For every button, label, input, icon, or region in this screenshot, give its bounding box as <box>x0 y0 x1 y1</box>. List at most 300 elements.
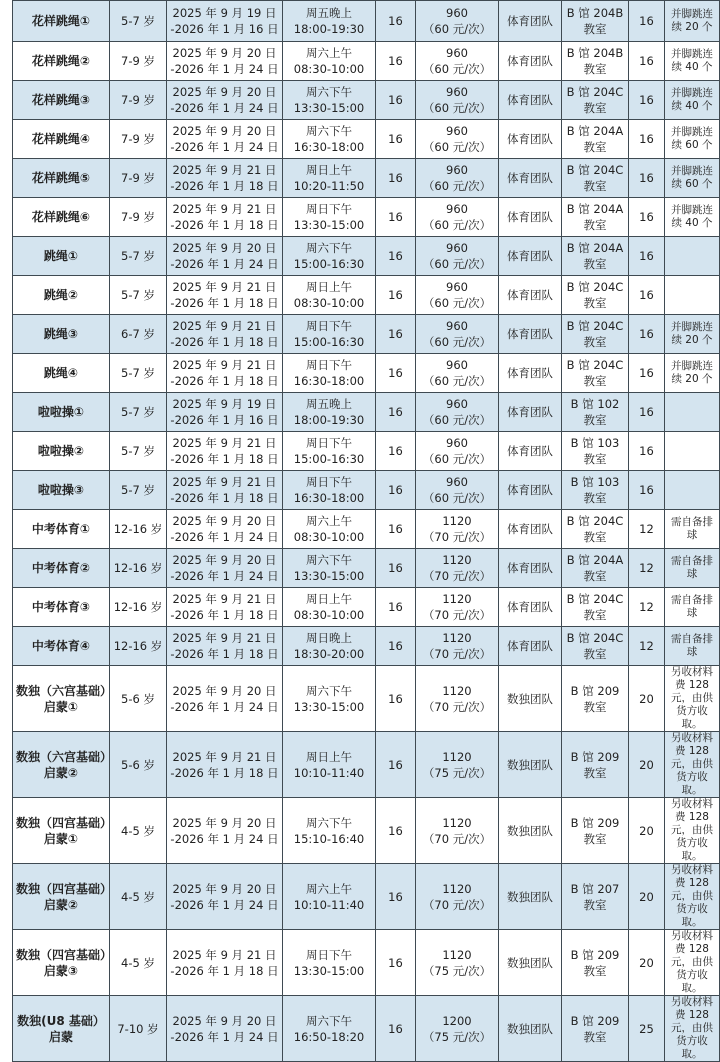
course-name-text: 花样跳绳⑥ <box>31 210 91 224</box>
sessions-text: 16 <box>388 691 403 706</box>
course-name-text: 数独（四宫基础）启蒙② <box>15 881 106 912</box>
capacity-cell <box>629 42 665 81</box>
fee-text: （60 元/次） <box>422 218 492 232</box>
table-row <box>13 237 720 276</box>
classroom-cell <box>562 81 629 120</box>
fee-cell <box>416 120 499 159</box>
team-text: 数独团队 <box>507 691 553 706</box>
age-cell <box>110 471 167 510</box>
class-time-text: 13:30-15:00 <box>293 699 365 714</box>
date-range-text: -2026 年 1 月 24 日 <box>170 62 279 76</box>
team-text: 体育团队 <box>507 93 553 107</box>
table-row <box>13 42 720 81</box>
capacity-cell <box>629 510 665 549</box>
class-time-text: 08:30-10:00 <box>293 530 365 544</box>
age-text: 5-6 岁 <box>121 691 155 706</box>
capacity-text: 20 <box>639 691 654 706</box>
course-name-cell <box>13 549 110 588</box>
sessions-cell <box>376 996 416 1062</box>
note-text: 另收材料费 128 元，由供货方收取。 <box>671 864 713 928</box>
age-cell <box>110 315 167 354</box>
team-text: 体育团队 <box>507 288 553 302</box>
date-range-text: -2026 年 1 月 16 日 <box>170 413 279 427</box>
class-time-text: 16:30-18:00 <box>293 374 365 388</box>
note-text: 并脚跳连续 60 个 <box>671 126 713 151</box>
class-time-cell <box>283 198 376 237</box>
team-cell <box>499 930 562 996</box>
class-time-cell <box>283 864 376 930</box>
course-name-text: 花样跳绳④ <box>31 132 91 146</box>
note-text: 并脚跳连续 20 个 <box>671 321 713 346</box>
age-text: 12-16 岁 <box>113 561 163 575</box>
capacity-cell <box>629 930 665 996</box>
date-range-text: 2025 年 9 月 21 日 <box>172 163 277 177</box>
sessions-text: 16 <box>388 366 403 380</box>
class-time-text: 08:30-10:00 <box>293 62 365 76</box>
class-time-cell <box>283 393 376 432</box>
class-time-text: 13:30-15:00 <box>293 963 365 978</box>
fee-text: （60 元/次） <box>422 101 492 115</box>
fee-text: （60 元/次） <box>422 335 492 349</box>
date-range-text: -2026 年 1 月 24 日 <box>170 831 279 846</box>
note-cell <box>665 432 720 471</box>
note-text: 并脚跳连续 40 个 <box>671 87 713 112</box>
date-range-text: 2025 年 9 月 21 日 <box>172 947 277 962</box>
fee-text: 960 <box>446 124 468 138</box>
class-time-text: 周日下午 <box>306 358 352 372</box>
date-range-text: 2025 年 9 月 19 日 <box>172 6 277 20</box>
note-cell <box>665 354 720 393</box>
classroom-text: B 馆 204C <box>566 592 624 606</box>
age-cell <box>110 732 167 798</box>
date-range-cell <box>167 42 283 81</box>
table-row <box>13 198 720 237</box>
classroom-text: 教室 <box>583 22 607 36</box>
capacity-text: 16 <box>639 405 654 419</box>
note-text: 需自备排球 <box>671 633 713 658</box>
fee-text: （60 元/次） <box>422 257 492 271</box>
classroom-cell <box>562 315 629 354</box>
note-cell <box>665 42 720 81</box>
class-time-text: 10:10-11:40 <box>293 765 365 780</box>
class-time-cell <box>283 930 376 996</box>
fee-cell <box>416 432 499 471</box>
class-time-text: 08:30-10:00 <box>293 296 365 310</box>
class-time-cell <box>283 120 376 159</box>
capacity-text: 16 <box>639 54 654 68</box>
course-name-cell <box>13 471 110 510</box>
classroom-text: B 馆 204A <box>566 124 624 138</box>
team-text: 体育团队 <box>507 522 553 536</box>
team-cell <box>499 276 562 315</box>
fee-text: 1120 <box>442 683 472 698</box>
capacity-cell <box>629 666 665 732</box>
class-time-text: 13:30-15:00 <box>293 569 365 583</box>
table-row <box>13 930 720 996</box>
fee-text: （75 元/次） <box>422 963 492 978</box>
class-time-text: 13:30-15:00 <box>293 101 365 115</box>
date-range-cell <box>167 120 283 159</box>
date-range-cell <box>167 354 283 393</box>
class-time-text: 周五晚上 <box>306 397 352 411</box>
note-cell <box>665 549 720 588</box>
classroom-text: 教室 <box>583 101 607 115</box>
class-time-text: 周日上午 <box>306 280 352 294</box>
classroom-cell <box>562 237 629 276</box>
date-range-text: -2026 年 1 月 24 日 <box>170 530 279 544</box>
fee-text: 960 <box>446 163 468 177</box>
fee-text: （60 元/次） <box>422 179 492 193</box>
team-text: 体育团队 <box>507 210 553 224</box>
fee-cell <box>416 198 499 237</box>
classroom-text: B 馆 209 <box>570 815 620 830</box>
course-name-text: 数独（六宫基础）启蒙① <box>15 683 106 714</box>
classroom-cell <box>562 471 629 510</box>
table-row <box>13 666 720 732</box>
course-name-cell <box>13 159 110 198</box>
capacity-text: 16 <box>639 249 654 263</box>
date-range-text: -2026 年 1 月 24 日 <box>170 699 279 714</box>
fee-cell <box>416 276 499 315</box>
classroom-text: 教室 <box>583 413 607 427</box>
date-range-cell <box>167 549 283 588</box>
fee-text: （75 元/次） <box>422 1029 492 1044</box>
classroom-text: 教室 <box>583 452 607 466</box>
team-cell <box>499 159 562 198</box>
team-text: 体育团队 <box>507 171 553 185</box>
team-cell <box>499 666 562 732</box>
date-range-text: -2026 年 1 月 18 日 <box>170 608 279 622</box>
classroom-cell <box>562 354 629 393</box>
capacity-text: 25 <box>639 1021 654 1036</box>
capacity-cell <box>629 732 665 798</box>
team-cell <box>499 549 562 588</box>
date-range-cell <box>167 81 283 120</box>
fee-text: （60 元/次） <box>422 22 492 36</box>
fee-text: （60 元/次） <box>422 62 492 76</box>
note-cell <box>665 198 720 237</box>
sessions-cell <box>376 81 416 120</box>
age-cell <box>110 798 167 864</box>
sessions-cell <box>376 798 416 864</box>
team-cell <box>499 237 562 276</box>
team-cell <box>499 510 562 549</box>
fee-text: （70 元/次） <box>422 831 492 846</box>
course-name-cell <box>13 930 110 996</box>
capacity-cell <box>629 159 665 198</box>
capacity-text: 12 <box>639 561 654 575</box>
classroom-text: B 馆 103 <box>570 475 620 489</box>
classroom-text: B 馆 207 <box>570 881 620 896</box>
classroom-text: B 馆 204B <box>566 46 624 60</box>
note-text: 另收材料费 128 元，由供货方收取。 <box>671 798 713 862</box>
note-text: 另收材料费 128 元，由供货方收取。 <box>671 996 713 1060</box>
age-cell <box>110 120 167 159</box>
note-text: 并脚跳连续 20 个 <box>671 360 713 385</box>
classroom-cell <box>562 198 629 237</box>
sessions-cell <box>376 198 416 237</box>
fee-text: 1120 <box>442 815 472 830</box>
date-range-text: -2026 年 1 月 24 日 <box>170 101 279 115</box>
table-row <box>13 996 720 1062</box>
course-name-text: 花样跳绳③ <box>31 93 91 107</box>
capacity-text: 20 <box>639 955 654 970</box>
age-cell <box>110 864 167 930</box>
table-row <box>13 393 720 432</box>
class-time-text: 周五晚上 <box>306 6 352 20</box>
team-cell <box>499 588 562 627</box>
date-range-text: 2025 年 9 月 21 日 <box>172 319 277 333</box>
classroom-cell <box>562 276 629 315</box>
note-cell <box>665 237 720 276</box>
team-text: 体育团队 <box>507 405 553 419</box>
note-cell <box>665 588 720 627</box>
fee-text: 960 <box>446 397 468 411</box>
date-range-text: 2025 年 9 月 21 日 <box>172 436 277 450</box>
classroom-text: B 馆 102 <box>570 397 620 411</box>
course-name-text: 数独(U8 基础）启蒙 <box>17 1013 105 1044</box>
fee-cell <box>416 315 499 354</box>
class-time-cell <box>283 510 376 549</box>
age-cell <box>110 198 167 237</box>
classroom-cell <box>562 159 629 198</box>
fee-text: （70 元/次） <box>422 569 492 583</box>
sessions-text: 16 <box>388 600 403 614</box>
date-range-text: 2025 年 9 月 20 日 <box>172 881 277 896</box>
fee-text: 1120 <box>442 881 472 896</box>
capacity-text: 12 <box>639 522 654 536</box>
date-range-text: 2025 年 9 月 20 日 <box>172 85 277 99</box>
class-time-cell <box>283 588 376 627</box>
class-time-cell <box>283 42 376 81</box>
capacity-text: 16 <box>639 171 654 185</box>
team-cell <box>499 1 562 42</box>
age-cell <box>110 159 167 198</box>
class-time-text: 15:00-16:30 <box>293 452 365 466</box>
capacity-cell <box>629 432 665 471</box>
team-cell <box>499 432 562 471</box>
date-range-text: -2026 年 1 月 24 日 <box>170 897 279 912</box>
note-text: 另收材料费 128 元，由供货方收取。 <box>671 732 713 796</box>
course-name-cell <box>13 732 110 798</box>
classroom-text: 教室 <box>583 897 607 912</box>
course-name-cell <box>13 120 110 159</box>
class-time-text: 周六下午 <box>306 553 352 567</box>
sessions-text: 16 <box>388 522 403 536</box>
classroom-text: 教室 <box>583 963 607 978</box>
team-text: 体育团队 <box>507 483 553 497</box>
team-cell <box>499 471 562 510</box>
age-text: 7-9 岁 <box>121 132 155 146</box>
class-time-cell <box>283 1 376 42</box>
class-time-text: 周日下午 <box>306 436 352 450</box>
classroom-text: 教室 <box>583 569 607 583</box>
note-text: 并脚跳连续 40 个 <box>671 48 713 73</box>
classroom-text: B 馆 204C <box>566 280 624 294</box>
class-time-text: 周日下午 <box>306 319 352 333</box>
capacity-cell <box>629 315 665 354</box>
fee-cell <box>416 159 499 198</box>
table-row <box>13 864 720 930</box>
classroom-cell <box>562 432 629 471</box>
date-range-cell <box>167 198 283 237</box>
classroom-cell <box>562 42 629 81</box>
sessions-cell <box>376 588 416 627</box>
classroom-cell <box>562 120 629 159</box>
note-cell <box>665 120 720 159</box>
class-time-text: 周日下午 <box>306 947 352 962</box>
fee-text: 1120 <box>442 514 472 528</box>
fee-cell <box>416 549 499 588</box>
class-time-text: 18:30-20:00 <box>293 647 365 661</box>
class-time-cell <box>283 354 376 393</box>
table-row <box>13 120 720 159</box>
fee-text: （70 元/次） <box>422 608 492 622</box>
course-name-cell <box>13 798 110 864</box>
classroom-text: B 馆 204A <box>566 241 624 255</box>
age-text: 5-7 岁 <box>121 14 155 28</box>
age-text: 7-9 岁 <box>121 93 155 107</box>
class-time-cell <box>283 237 376 276</box>
date-range-text: -2026 年 1 月 18 日 <box>170 963 279 978</box>
age-cell <box>110 510 167 549</box>
fee-cell <box>416 798 499 864</box>
fee-cell <box>416 1 499 42</box>
course-name-cell <box>13 864 110 930</box>
date-range-text: -2026 年 1 月 18 日 <box>170 335 279 349</box>
classroom-text: B 馆 204C <box>566 163 624 177</box>
class-time-cell <box>283 276 376 315</box>
course-name-text: 啦啦操② <box>37 444 85 458</box>
capacity-cell <box>629 1 665 42</box>
capacity-text: 12 <box>639 600 654 614</box>
classroom-cell <box>562 666 629 732</box>
classroom-text: B 馆 204C <box>566 319 624 333</box>
classroom-text: B 馆 209 <box>570 947 620 962</box>
course-name-text: 啦啦操③ <box>37 483 85 497</box>
course-name-cell <box>13 510 110 549</box>
classroom-text: 教室 <box>583 530 607 544</box>
capacity-cell <box>629 549 665 588</box>
date-range-text: 2025 年 9 月 21 日 <box>172 202 277 216</box>
date-range-text: 2025 年 9 月 21 日 <box>172 749 277 764</box>
age-cell <box>110 393 167 432</box>
date-range-cell <box>167 864 283 930</box>
age-text: 4-5 岁 <box>121 889 155 904</box>
date-range-cell <box>167 666 283 732</box>
fee-text: （70 元/次） <box>422 897 492 912</box>
classroom-text: B 馆 204A <box>566 553 624 567</box>
note-text: 需自备排球 <box>671 516 713 541</box>
date-range-text: 2025 年 9 月 20 日 <box>172 514 277 528</box>
team-cell <box>499 81 562 120</box>
note-cell <box>665 930 720 996</box>
sessions-text: 16 <box>388 823 403 838</box>
age-cell <box>110 354 167 393</box>
date-range-cell <box>167 471 283 510</box>
date-range-cell <box>167 237 283 276</box>
fee-text: 960 <box>446 85 468 99</box>
date-range-text: 2025 年 9 月 20 日 <box>172 124 277 138</box>
team-text: 体育团队 <box>507 132 553 146</box>
table-row <box>13 471 720 510</box>
classroom-text: 教室 <box>583 608 607 622</box>
team-text: 体育团队 <box>507 600 553 614</box>
class-time-cell <box>283 471 376 510</box>
fee-text: （70 元/次） <box>422 530 492 544</box>
class-time-cell <box>283 798 376 864</box>
fee-cell <box>416 81 499 120</box>
sessions-text: 16 <box>388 561 403 575</box>
classroom-cell <box>562 510 629 549</box>
classroom-text: B 馆 209 <box>570 683 620 698</box>
fee-text: 960 <box>446 46 468 60</box>
classroom-text: B 馆 204B <box>566 6 624 20</box>
capacity-cell <box>629 471 665 510</box>
course-name-text: 中考体育② <box>31 561 91 575</box>
table-row <box>13 1 720 42</box>
fee-text: 960 <box>446 319 468 333</box>
classroom-cell <box>562 627 629 666</box>
classroom-text: 教室 <box>583 140 607 154</box>
note-text: 并脚跳连续 40 个 <box>671 204 713 229</box>
fee-cell <box>416 42 499 81</box>
date-range-text: 2025 年 9 月 21 日 <box>172 358 277 372</box>
date-range-text: 2025 年 9 月 20 日 <box>172 241 277 255</box>
sessions-cell <box>376 1 416 42</box>
course-name-text: 中考体育④ <box>31 639 91 653</box>
fee-text: （60 元/次） <box>422 296 492 310</box>
date-range-text: -2026 年 1 月 24 日 <box>170 569 279 583</box>
capacity-cell <box>629 198 665 237</box>
fee-cell <box>416 588 499 627</box>
sessions-text: 16 <box>388 93 403 107</box>
age-text: 7-9 岁 <box>121 54 155 68</box>
course-name-cell <box>13 996 110 1062</box>
class-time-cell <box>283 627 376 666</box>
age-text: 12-16 岁 <box>113 600 163 614</box>
sessions-text: 16 <box>388 405 403 419</box>
date-range-text: -2026 年 1 月 18 日 <box>170 647 279 661</box>
table-body <box>13 1 720 1062</box>
course-name-cell <box>13 393 110 432</box>
course-name-cell <box>13 666 110 732</box>
team-cell <box>499 354 562 393</box>
class-time-text: 15:00-16:30 <box>293 257 365 271</box>
team-text: 数独团队 <box>507 823 553 838</box>
course-name-text: 啦啦操① <box>37 405 85 419</box>
table-row <box>13 510 720 549</box>
fee-cell <box>416 471 499 510</box>
date-range-cell <box>167 732 283 798</box>
capacity-cell <box>629 276 665 315</box>
sessions-text: 16 <box>388 132 403 146</box>
capacity-cell <box>629 120 665 159</box>
age-cell <box>110 42 167 81</box>
sessions-text: 16 <box>388 757 403 772</box>
sessions-cell <box>376 732 416 798</box>
age-text: 5-7 岁 <box>121 483 155 497</box>
capacity-text: 12 <box>639 639 654 653</box>
fee-cell <box>416 354 499 393</box>
capacity-text: 16 <box>639 132 654 146</box>
table-row <box>13 798 720 864</box>
classroom-text: 教室 <box>583 647 607 661</box>
class-time-text: 周六下午 <box>306 683 352 698</box>
sessions-text: 16 <box>388 1021 403 1036</box>
note-cell <box>665 732 720 798</box>
date-range-text: 2025 年 9 月 20 日 <box>172 553 277 567</box>
